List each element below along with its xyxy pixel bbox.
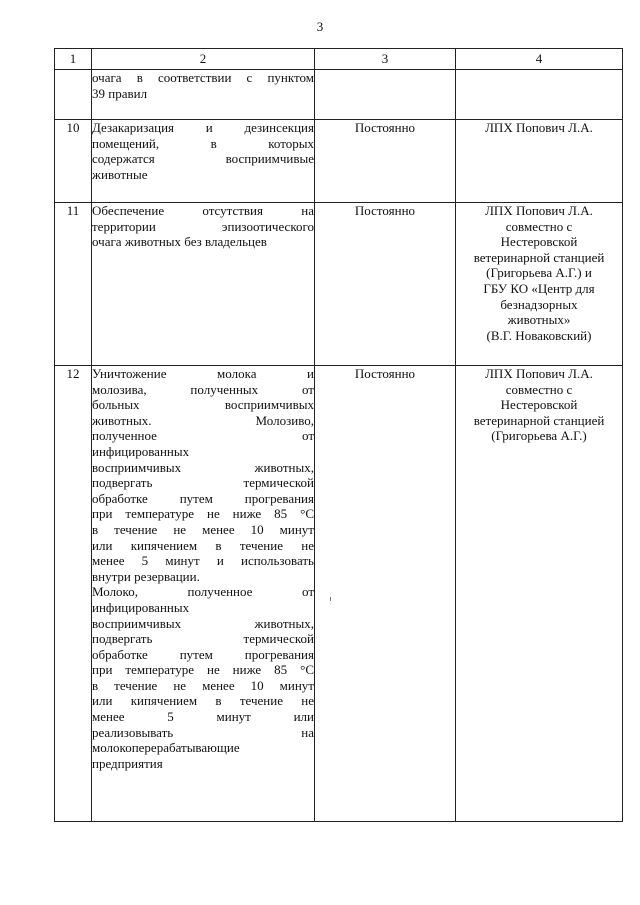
description-line: менее 5 минут и использовать	[92, 553, 314, 569]
table-row	[55, 70, 623, 120]
measure-frequency: Постоянно	[315, 366, 456, 822]
description-line: предприятия	[92, 755, 163, 771]
description-line: инфицированных	[92, 443, 190, 459]
header-row	[55, 49, 623, 70]
description-line: восприимчивых животных,	[92, 615, 314, 631]
description-line: обработке путем прогревания	[92, 646, 314, 662]
description-line: очага в соответствии с пунктом	[92, 70, 314, 85]
description-line: животные	[92, 166, 148, 182]
responsible-party	[456, 70, 623, 120]
responsible-party: ЛПХ Попович Л.А.	[456, 120, 623, 203]
description-line: очага животных без владельцев	[92, 234, 267, 250]
description-line: Дезакаризация и дезинсекция	[92, 120, 314, 135]
measure-frequency	[315, 70, 456, 120]
responsible-party: ЛПХ Попович Л.А. совместно с Нестеровской ветеринарной станцией (Григорьева А.Г.) и ГБУ КО «Центр для безнадзорных животных» (В.Г. Новаковский)	[456, 203, 623, 366]
measure-description	[92, 203, 315, 366]
description-line: больных восприимчивых	[92, 397, 314, 413]
description-line: подвергать термической	[92, 475, 314, 491]
measure-frequency: Постоянно	[315, 120, 456, 203]
col-header-4: 4	[456, 49, 623, 70]
measure-description	[92, 70, 315, 120]
description-line: или кипячением в течение не	[92, 693, 314, 709]
table-row	[55, 203, 623, 366]
description-line: внутри резервации.	[92, 568, 200, 584]
col-header-2: 2	[92, 49, 315, 70]
description-line: восприимчивых животных,	[92, 459, 314, 475]
description-line: подвергать термической	[92, 631, 314, 647]
description-line: Молоко, полученное от	[92, 584, 314, 600]
row-number: 11	[55, 203, 92, 366]
table-row	[55, 366, 623, 822]
table-row	[55, 120, 623, 203]
description-line: помещений, в которых	[92, 135, 314, 151]
description-line: полученное от	[92, 428, 314, 444]
description-line: инфицированных	[92, 599, 190, 615]
scan-artifact	[330, 597, 331, 601]
description-line: Уничтожение молока и	[92, 366, 314, 381]
row-number: 12	[55, 366, 92, 822]
description-line: в течение не менее 10 минут	[92, 521, 314, 537]
description-line: реализовывать на	[92, 724, 314, 740]
col-header-3: 3	[315, 49, 456, 70]
description-line: Обеспечение отсутствия на	[92, 203, 314, 218]
measure-description	[92, 366, 315, 822]
description-line: менее 5 минут или	[92, 709, 314, 725]
row-number	[55, 70, 92, 120]
description-line: молокоперерабатывающие	[92, 740, 240, 756]
row-number: 10	[55, 120, 92, 203]
responsible-party: ЛПХ Попович Л.А. совместно с Нестеровской ветеринарной станцией (Григорьева А.Г.)	[456, 366, 623, 822]
description-line: содержатся восприимчивые	[92, 151, 314, 167]
description-line: животных. Молозиво,	[92, 412, 314, 428]
description-line: при температуре не ниже 85 °С	[92, 506, 314, 522]
page-number: 3	[316, 19, 324, 34]
description-line: в течение не менее 10 минут	[92, 677, 314, 693]
measure-description	[92, 120, 315, 203]
col-header-1: 1	[55, 49, 92, 70]
description-line: при температуре не ниже 85 °С	[92, 662, 314, 678]
description-line: или кипячением в течение не	[92, 537, 314, 553]
measures-table	[54, 48, 623, 822]
description-line: 39 правил	[92, 85, 148, 101]
description-line: обработке путем прогревания	[92, 490, 314, 506]
measure-frequency: Постоянно	[315, 203, 456, 366]
description-line: территории эпизоотического	[92, 218, 314, 234]
description-line: молозива, полученных от	[92, 381, 314, 397]
